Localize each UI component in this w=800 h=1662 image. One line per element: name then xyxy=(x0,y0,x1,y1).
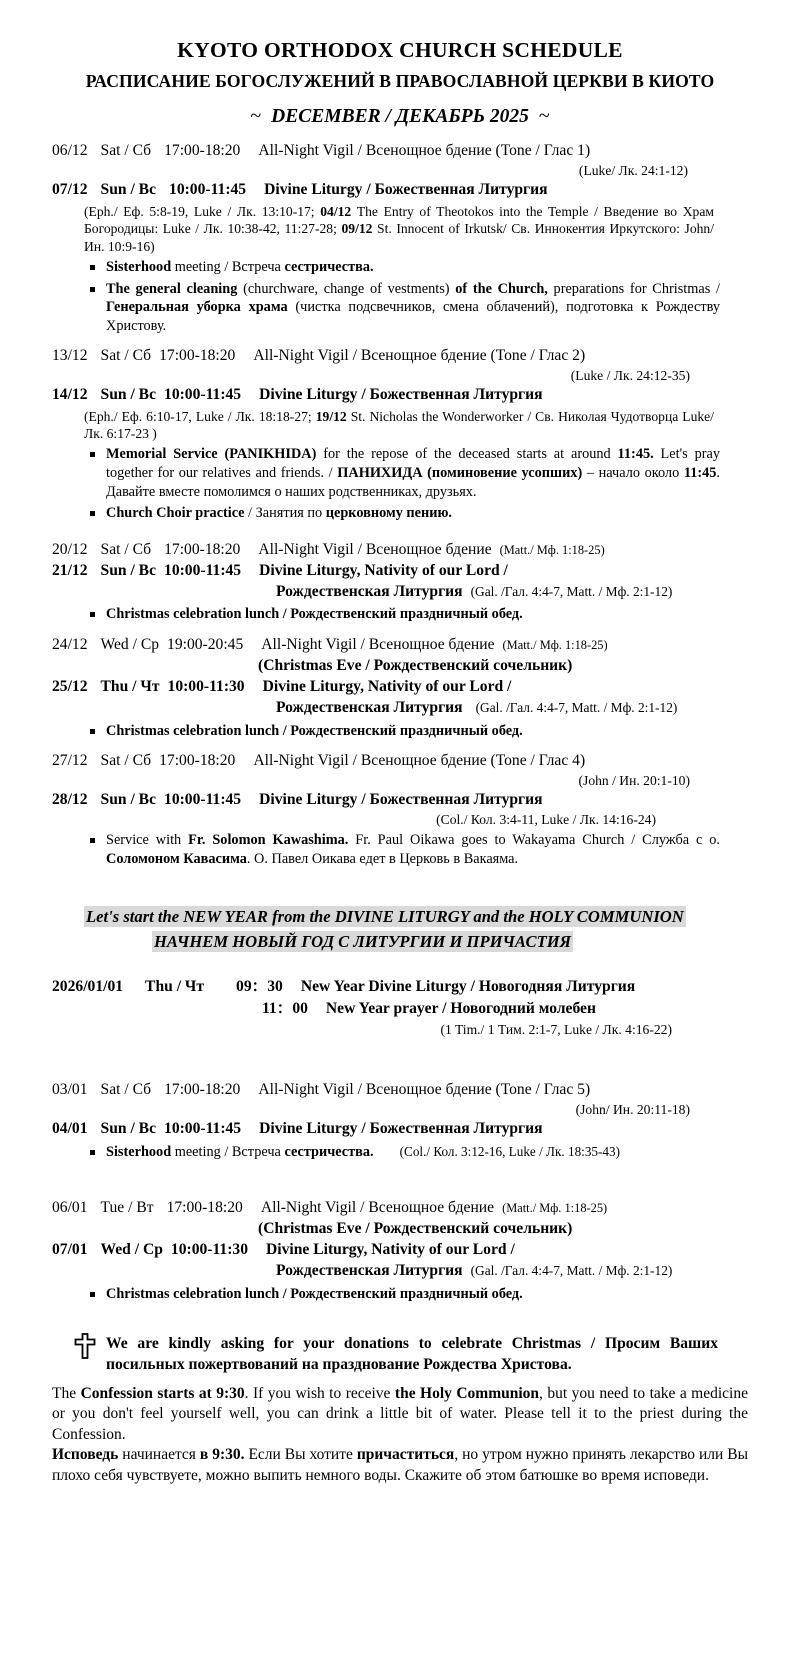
list-item xyxy=(26,831,774,868)
list-item xyxy=(26,445,774,501)
entry-day: Sun / Вс xyxy=(100,180,157,198)
bullet-text: meeting / Встреча xyxy=(171,1143,285,1160)
entry-date: 2026/01/01 xyxy=(52,977,124,995)
entry-time: 17:00-18:20 xyxy=(164,1081,241,1099)
entry-service: All-Night Vigil / Всенощное бдение xyxy=(260,1199,495,1217)
schedule-entry-2812 xyxy=(26,790,774,869)
entry-service-line2: Рождественская Литургия xyxy=(276,698,463,716)
entry-service: All-Night Vigil / Всенощное бдение xyxy=(261,636,495,654)
bullet-square-icon xyxy=(90,838,95,843)
bullet-square-icon xyxy=(90,265,95,270)
entry-line xyxy=(26,141,774,162)
note-part: , but you need to take a medicine or you don't feel yourself well, you can drink a little bit of water. Please tell it to the priest during the Confession. xyxy=(52,1385,748,1443)
page-title-russian: РАСПИСАНИЕ БОГОСЛУЖЕНИЙ В ПРАВОСЛАВНОЙ ЦЕРКВИ В КИОТО xyxy=(85,70,715,91)
bullet-text: (churchware, change of vestments) xyxy=(237,280,456,297)
entry-bullets xyxy=(26,1285,774,1304)
list-item xyxy=(26,1143,774,1162)
bullet-text: for the repose of the deceased starts at around xyxy=(316,446,618,463)
entry-time: 10:00-11:30 xyxy=(170,1241,249,1259)
entry-time: 10:00-11:30 xyxy=(167,677,245,695)
bullet-text: Let's pray together for our relatives and friends. / xyxy=(106,446,720,482)
entry-reference: (1 Tim./ 1 Тим. 2:1-7, Luke / Лк. 4:16-22) xyxy=(440,1021,672,1037)
entry-reference: (Matt./ Мф. 1:18-25) xyxy=(502,1201,608,1216)
entry-line xyxy=(26,346,774,367)
bullet-square-icon xyxy=(90,1292,95,1297)
entry-reference: (Gal. /Гал. 4:4-7, Matt. / Мф. 2:1-12) xyxy=(470,1263,673,1279)
bullet-text-bold: Sisterhood xyxy=(106,258,172,275)
entry-day: Sun / Вс xyxy=(100,790,157,808)
entry-service-line2: Рождественская Литургия xyxy=(276,582,463,600)
confession-note-english xyxy=(26,1384,774,1445)
bullet-text: Service with xyxy=(106,832,189,849)
entry-service: Divine Liturgy / Божественная Литургия xyxy=(264,180,548,198)
list-item xyxy=(26,280,774,336)
entry-subtitle: (Christmas Eve / Рождественский сочельник) xyxy=(258,1220,573,1238)
bullet-square-icon xyxy=(90,452,95,457)
entry-date: 21/12 xyxy=(52,561,88,579)
note-bold: причаститься xyxy=(356,1446,455,1464)
entry-date: 06/01 xyxy=(52,1199,88,1217)
entry-service-1: New Year Divine Liturgy / Новогодняя Литургия xyxy=(300,977,636,995)
bullet-text-bold: ПАНИХИДА (поминовение усопших) xyxy=(337,465,583,482)
entry-subtitle: (Christmas Eve / Рождественский сочельник) xyxy=(258,656,573,674)
entry-line-second xyxy=(26,998,774,1021)
schedule-entry-0701 xyxy=(26,1240,774,1303)
banner-line-russian xyxy=(26,930,774,954)
entry-time: 17:00-18:20 xyxy=(166,1199,243,1217)
entry-reference: (Gal. /Гал. 4:4-7, Matt. / Мф. 2:1-12) xyxy=(475,699,678,715)
entry-service-line2: Рождественская Литургия xyxy=(276,1262,463,1280)
entry-time: 19:00-20:45 xyxy=(167,636,244,654)
entry-service: All-Night Vigil / Всенощное бдение xyxy=(258,540,492,558)
entry-date: 04/01 xyxy=(52,1120,88,1137)
entry-reference: (Gal. /Гал. 4:4-7, Matt. / Мф. 2:1-12) xyxy=(470,583,673,599)
entry-service: All-Night Vigil / Всенощное бдение (Tone / Глас 4) xyxy=(253,752,586,770)
entry-bullets xyxy=(26,722,774,741)
entry-service: Divine Liturgy, Nativity of our Lord / xyxy=(259,561,508,579)
bullet-text: (чистка подсвечников, смена облачений), подготовка к Рождеству Христову. xyxy=(106,299,720,334)
entry-date: 03/01 xyxy=(52,1081,88,1099)
bullet-square-icon xyxy=(90,511,95,516)
entry-readings xyxy=(26,203,774,255)
entry-date: 06/12 xyxy=(52,142,88,160)
bullet-text-bold: Church Choir practice xyxy=(106,505,245,522)
entry-time: 17:00-18:20 xyxy=(159,347,236,365)
entry-day: Sat / Сб xyxy=(100,142,152,160)
banner-text: Let's start the NEW YEAR from the DIVINE LITURGY and the HOLY COMMUNION xyxy=(86,907,684,927)
entry-date: 24/12 xyxy=(52,636,88,654)
entry-line xyxy=(26,751,774,772)
donation-text: We are kindly asking for your donations to celebrate Christmas / Просим Ваших посильных пожертвований на празднование Рождества Христова. xyxy=(106,1334,718,1373)
entry-day: Wed / Ср xyxy=(100,636,160,654)
confession-note-russian xyxy=(26,1445,774,1486)
schedule-entry-2012 xyxy=(26,540,774,561)
entry-line xyxy=(26,1198,774,1219)
entry-service: Divine Liturgy, Nativity of our Lord / xyxy=(266,1241,515,1259)
note-bold: Confession starts at 9:30 xyxy=(80,1385,245,1403)
entry-time: 10:00-11:45 xyxy=(164,790,242,808)
entry-readings xyxy=(26,408,774,443)
entry-bullets xyxy=(26,605,774,624)
entry-time: 17:00-18:20 xyxy=(164,540,241,558)
entry-bullets xyxy=(26,831,774,868)
banner-line-english xyxy=(26,905,774,929)
list-item xyxy=(26,258,774,277)
note-part: , но утром нужно принять лекарство или Вы плохо себя чувствуете, можно выпить немного воды. Скажите об этом батюшке во время исповеди. xyxy=(52,1446,748,1484)
bullet-text: . О. Павел Оикава едет в Церковь в Вакаяма. xyxy=(246,850,519,867)
entry-reference: (John / Ин. 20:1-10) xyxy=(578,773,690,789)
entry-line xyxy=(26,790,774,811)
bullet-square-icon xyxy=(90,612,95,617)
list-item xyxy=(26,722,774,741)
readings-part: St. Nicholas the Wonderworker / Св. Николая Чудотворца Luke/ Лк. 6:17-23 ) xyxy=(84,408,714,442)
entry-date: 28/12 xyxy=(52,790,88,808)
month-heading xyxy=(26,104,774,128)
bullet-text-bold: 11:45. xyxy=(617,446,654,463)
entry-day: Wed / Ср xyxy=(100,1241,163,1259)
banner-text: НАЧНЕМ НОВЫЙ ГОД С ЛИТУРГИИ И ПРИЧАСТИЯ xyxy=(154,931,572,951)
bullet-text-bold: The general cleaning xyxy=(106,280,238,297)
entry-bullets xyxy=(26,445,774,522)
bullet-text: – начало около xyxy=(582,465,684,482)
note-part: The xyxy=(52,1385,81,1403)
entry-line xyxy=(26,976,774,999)
bullet-square-icon xyxy=(90,1150,95,1155)
note-part: начинается xyxy=(118,1446,200,1464)
bullet-square-icon xyxy=(90,729,95,734)
entry-day: Sun / Вс xyxy=(100,1120,157,1137)
entry-date: 07/12 xyxy=(52,180,88,198)
note-part: Если Вы хотите xyxy=(244,1446,357,1464)
note-bold: Исповедь xyxy=(52,1446,119,1464)
entry-line xyxy=(26,561,774,582)
readings-date-ref: 04/12 xyxy=(320,203,352,219)
entry-day: Sat / Сб xyxy=(100,540,152,558)
entry-line xyxy=(26,1080,774,1101)
schedule-entry-2112 xyxy=(26,561,774,624)
entry-reference: (Col./ Кол. 3:4-11, Luke / Лк. 14:16-24) xyxy=(436,811,656,827)
entry-service: Divine Liturgy / Божественная Литургия xyxy=(259,790,543,808)
entry-time: 10:00-11:45 xyxy=(169,180,247,198)
entry-date: 07/01 xyxy=(52,1241,88,1259)
entry-time: 10:00-11:45 xyxy=(164,561,242,579)
readings-date-ref: 19/12 xyxy=(315,408,347,424)
entry-line-continued xyxy=(26,698,774,719)
entry-day: Tue / Вт xyxy=(100,1199,154,1217)
entry-line xyxy=(26,635,774,656)
bullet-text-bold: Fr. Solomon Kawashima. xyxy=(188,832,349,849)
bullet-text: preparations for Christmas / xyxy=(547,280,720,297)
bullet-square-icon xyxy=(90,287,95,292)
readings-part: St. Innocent of Irkutsk/ Св. Иннокентия Иркутского: John/ Ин. 10:9-16) xyxy=(84,221,714,254)
schedule-entry-2512 xyxy=(26,677,774,740)
entry-date: 20/12 xyxy=(52,540,88,558)
bullet-text: . Давайте вместе помолимся о наших родственниках, друзьях. xyxy=(106,465,720,500)
entry-date: 14/12 xyxy=(52,385,88,403)
tilde-left: ~ xyxy=(250,104,262,127)
entry-service: Divine Liturgy / Божественная Литургия xyxy=(259,1120,543,1137)
entry-day: Sat / Сб xyxy=(100,752,152,770)
entry-service: All-Night Vigil / Всенощное бдение (Tone / Глас 2) xyxy=(253,347,586,365)
entry-reference: (Luke/ Лк. 24:1-12) xyxy=(578,163,688,179)
schedule-entry-1312 xyxy=(26,346,774,385)
bullet-text-bold: of the Church, xyxy=(455,280,548,297)
entry-day: Thu / Чт xyxy=(145,977,205,995)
entry-service: All-Night Vigil / Всенощное бдение (Tone / Глас 5) xyxy=(258,1081,591,1099)
note-bold: the Holy Communion xyxy=(394,1385,540,1403)
entry-service: All-Night Vigil / Всенощное бдение (Tone / Глас 1) xyxy=(258,142,591,160)
entry-day: Sun / Вс xyxy=(100,561,157,579)
entry-line xyxy=(26,677,774,698)
bullet-text-bold: церковному пению. xyxy=(325,505,452,522)
entry-service: Divine Liturgy / Божественная Литургия xyxy=(259,385,543,403)
entry-service-2: New Year prayer / Новогодний молебен xyxy=(325,1000,596,1018)
entry-reference: (Matt./ Мф. 1:18-25) xyxy=(499,542,605,557)
month-label: DECEMBER / ДЕКАБРЬ 2025 xyxy=(271,105,529,127)
readings-part: (Eph./ Еф. 5:8-19, Luke / Лк. 13:10-17; xyxy=(84,203,321,219)
tilde-right: ~ xyxy=(538,104,550,127)
bullet-text-bold: Sisterhood xyxy=(106,1143,172,1160)
list-item xyxy=(26,605,774,624)
entry-line xyxy=(26,180,774,201)
bullet-text-bold: Соломоном Кавасима xyxy=(106,850,247,867)
entry-date: 25/12 xyxy=(52,677,88,695)
bullet-text-bold: сестричества. xyxy=(284,258,374,275)
bullet-text-bold: Генеральная уборка храма xyxy=(106,299,288,316)
donation-notice xyxy=(26,1333,774,1375)
entry-service: Divine Liturgy, Nativity of our Lord / xyxy=(262,677,512,695)
entry-line xyxy=(26,1119,774,1140)
entry-bullets xyxy=(26,1143,774,1162)
schedule-entry-0712 xyxy=(26,180,774,335)
entry-line-continued xyxy=(26,582,774,603)
bullet-text-bold: Christmas celebration lunch / Рождественский праздничный обед. xyxy=(106,1286,523,1303)
entry-time: 17:00-18:20 xyxy=(164,142,241,160)
entry-line xyxy=(26,385,774,406)
schedule-entry-2412 xyxy=(26,635,774,677)
note-bold: в 9:30. xyxy=(199,1446,245,1464)
entry-date: 13/12 xyxy=(52,347,88,365)
entry-day: Sat / Сб xyxy=(100,1081,152,1099)
entry-reference: (Luke / Лк. 24:12-35) xyxy=(570,368,690,384)
list-item xyxy=(26,1285,774,1304)
schedule-entry-0301 xyxy=(26,1080,774,1119)
entry-day: Sat / Сб xyxy=(100,347,152,365)
bullet-text-bold: Christmas celebration lunch / Рождественский праздничный обед. xyxy=(106,606,523,623)
readings-part: (Eph./ Еф. 6:10-17, Luke / Лк. 18:18-27; xyxy=(84,408,316,424)
schedule-entry-0612 xyxy=(26,141,774,180)
entry-day: Thu / Чт xyxy=(100,677,160,695)
entry-bullets xyxy=(26,258,774,335)
readings-part: The Entry of Theotokos into the Temple / Введение во Храм Богородицы: Luke / Лк. 10:38-42, 11:27-28; xyxy=(84,203,714,237)
bullet-text: meeting / Встреча xyxy=(171,258,285,275)
entry-line xyxy=(26,1240,774,1261)
bullet-text-bold: 11:45 xyxy=(683,465,717,482)
schedule-entry-0401 xyxy=(26,1119,774,1161)
entry-time: 17:00-18:20 xyxy=(159,752,236,770)
bullet-text-bold: Christmas celebration lunch / Рождественский праздничный обед. xyxy=(106,722,523,739)
entry-time-1: 09：30 xyxy=(236,977,283,995)
entry-time-2: 11：00 xyxy=(262,1000,308,1018)
bullet-text: / Занятия по xyxy=(244,505,326,522)
readings-date-ref: 09/12 xyxy=(341,221,373,237)
entry-line-continued xyxy=(26,1261,774,1282)
schedule-entry-2712 xyxy=(26,751,774,790)
entry-date: 27/12 xyxy=(52,752,88,770)
bullet-text-bold: сестричества. xyxy=(284,1143,374,1160)
bullet-text-bold: Memorial Service (PANIKHIDA) xyxy=(106,446,317,463)
entry-time: 10:00-11:45 xyxy=(164,1120,242,1137)
entry-reference: (Matt./ Мф. 1:18-25) xyxy=(502,638,608,653)
schedule-entry-0601 xyxy=(26,1198,774,1240)
list-item xyxy=(26,504,774,523)
entry-day: Sun / Вс xyxy=(100,385,157,403)
entry-line xyxy=(26,540,774,561)
bullet-reference: (Col./ Кол. 3:12-16, Luke / Лк. 18:35-43) xyxy=(399,1143,620,1159)
orthodox-cross-icon xyxy=(74,1333,96,1359)
bullet-text: Fr. Paul Oikawa goes to Wakayama Church / Служба с о. xyxy=(348,832,720,849)
schedule-entry-1412 xyxy=(26,385,774,523)
page-title-english: KYOTO ORTHODOX CHURCH SCHEDULE xyxy=(177,38,623,62)
schedule-entry-new-year xyxy=(26,976,774,1039)
entry-reference: (John/ Ин. 20:11-18) xyxy=(575,1102,690,1118)
new-year-banner xyxy=(26,905,774,953)
entry-time: 10:00-11:45 xyxy=(164,385,242,403)
note-part: . If you wish to receive xyxy=(244,1385,395,1403)
